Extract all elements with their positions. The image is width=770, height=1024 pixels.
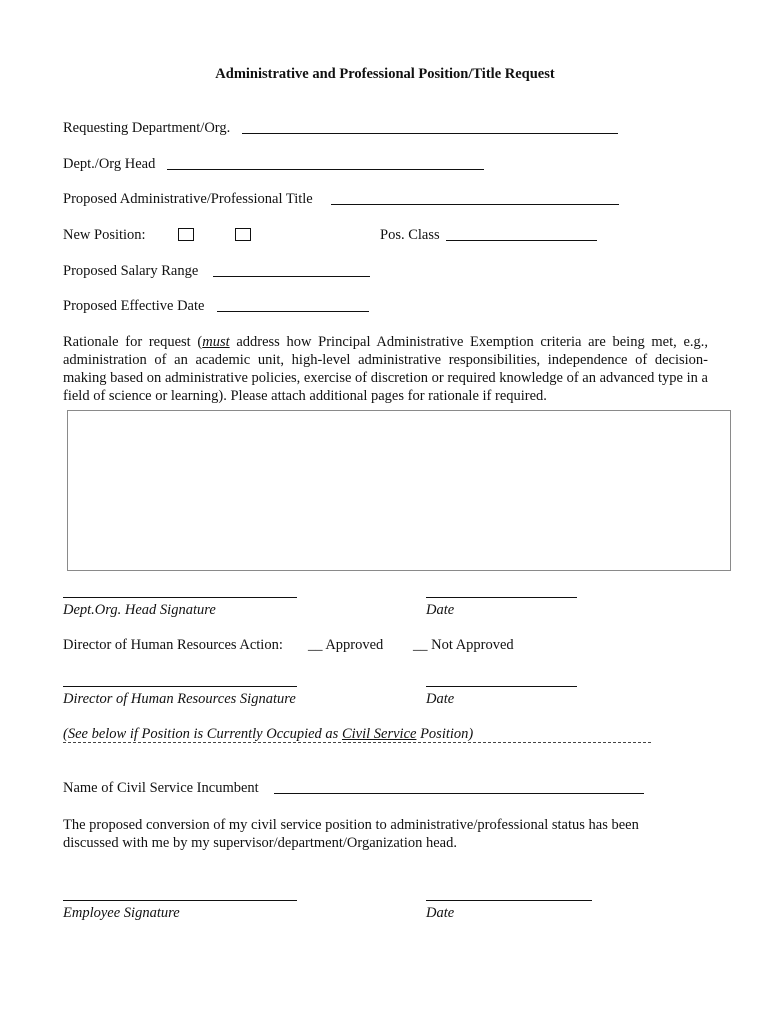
civil-service-note — [63, 726, 473, 743]
employee-signature-line[interactable] — [63, 900, 297, 901]
approved-option[interactable]: __ Approved — [308, 637, 384, 653]
effective-date-label: Proposed Effective Date — [63, 298, 205, 314]
rationale-textarea[interactable] — [67, 410, 731, 571]
new-position-checkbox-2[interactable] — [235, 228, 251, 241]
form-title: Administrative and Professional Position/Title Request — [215, 66, 555, 82]
rationale-prefix: Rationale for request ( — [63, 334, 203, 350]
dashed-separator — [63, 742, 651, 743]
pos-class-field[interactable] — [446, 240, 597, 241]
hr-date-line[interactable] — [426, 686, 577, 687]
civil-note-prefix: (See below if Position is Currently Occupied as — [63, 726, 342, 742]
dept-head-date-line[interactable] — [426, 597, 577, 598]
dept-head-date-label: Date — [426, 602, 455, 618]
rationale-instructions — [63, 333, 708, 405]
salary-range-field[interactable] — [213, 276, 370, 277]
conversion-statement: The proposed conversion of my civil service position to administrative/professional status has been discussed with me by my supervisor/department/Organization head. — [63, 817, 639, 851]
rationale-text: address how Principal Administrative Exemption criteria are being met, e.g., administration of an academic unit, high-level administrative responsibilities, independence of decision-making based on administrative policies, exercise of discretion or required knowledge of an advanced type in a field of science or learning). Please attach additional pages for rationale if required. — [63, 334, 709, 404]
civil-note-suffix: Position) — [416, 726, 474, 742]
requesting-department-label: Requesting Department/Org. — [63, 120, 231, 136]
new-position-checkbox-1[interactable] — [178, 228, 194, 241]
dept-head-signature-line[interactable] — [63, 597, 297, 598]
requesting-department-field[interactable] — [242, 133, 618, 134]
effective-date-field[interactable] — [217, 311, 369, 312]
not-approved-option[interactable]: __ Not Approved — [413, 637, 514, 653]
incumbent-label: Name of Civil Service Incumbent — [63, 780, 259, 796]
dept-head-signature-label: Dept.Org. Head Signature — [63, 602, 216, 618]
civil-service-link: Civil Service — [341, 726, 417, 742]
hr-date-label: Date — [426, 691, 455, 707]
employee-date-label: Date — [426, 905, 455, 921]
employee-date-line[interactable] — [426, 900, 592, 901]
salary-range-label: Proposed Salary Range — [63, 263, 199, 279]
proposed-title-label: Proposed Administrative/Professional Title — [63, 191, 313, 207]
new-position-label: New Position: — [63, 227, 146, 243]
proposed-title-field[interactable] — [331, 204, 619, 205]
hr-signature-label: Director of Human Resources Signature — [63, 691, 296, 707]
incumbent-field[interactable] — [274, 793, 644, 794]
employee-signature-label: Employee Signature — [63, 905, 180, 921]
hr-signature-line[interactable] — [63, 686, 297, 687]
dept-head-field[interactable] — [167, 169, 484, 170]
dept-head-label: Dept./Org Head — [63, 156, 156, 172]
pos-class-label: Pos. Class — [380, 227, 440, 243]
hr-action-label: Director of Human Resources Action: — [63, 637, 283, 653]
rationale-emphasis: must — [202, 334, 230, 350]
